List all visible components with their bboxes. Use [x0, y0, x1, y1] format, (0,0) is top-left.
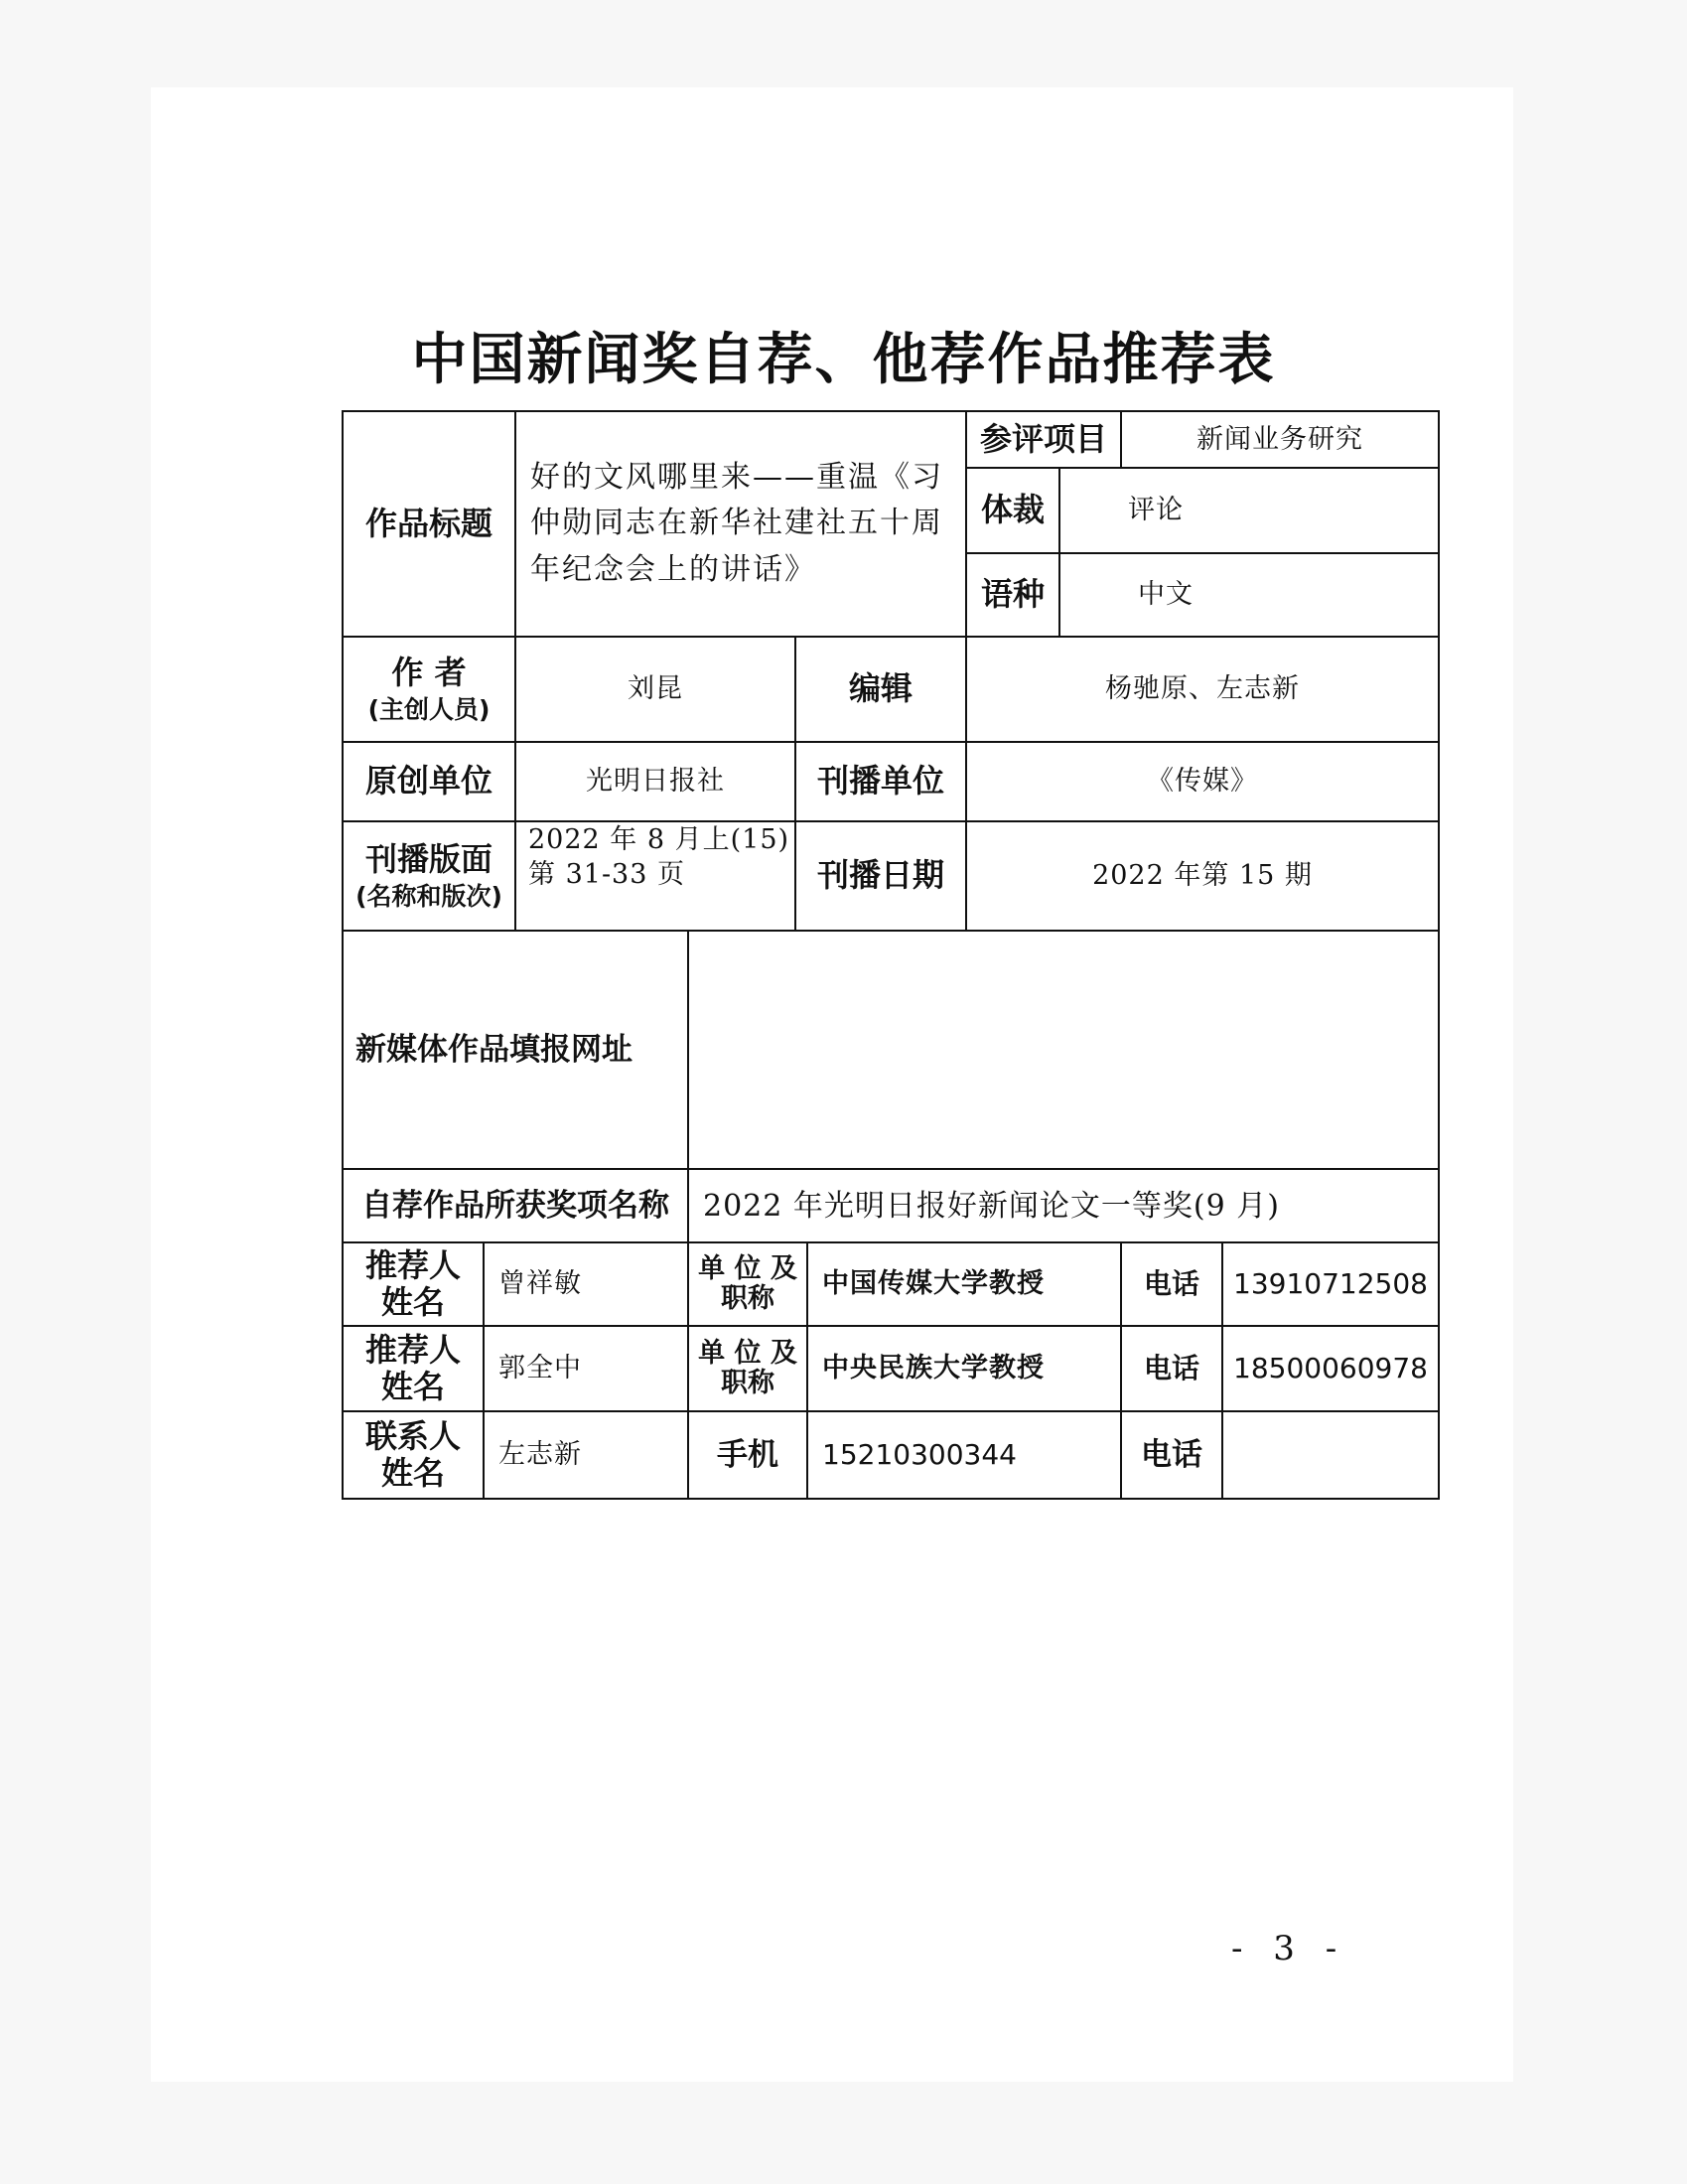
recommender-1-unit-label-line1: 单 位 及: [698, 1253, 797, 1285]
publish-page-label: [344, 822, 514, 930]
author-value: 刘昆: [628, 673, 683, 705]
new-media-url-value: [689, 932, 1438, 1168]
review-item-label: 参评项目: [979, 419, 1107, 458]
editor-value: 杨驰原、左志新: [1105, 673, 1300, 705]
form-title: 中国新闻奖自荐、他荐作品推荐表: [411, 328, 1276, 392]
publish-date-label: 刊播日期: [816, 856, 944, 895]
contact-phone-label: 电话: [1141, 1436, 1202, 1473]
contact-label-line1: 联系人: [364, 1417, 461, 1456]
original-unit-value: 光明日报社: [586, 766, 725, 798]
publish-page-label-line1: 刊播版面: [364, 839, 492, 878]
publish-date-value: 2022 年第 15 期: [1092, 860, 1313, 892]
awards-label: 自荐作品所获奖项名称: [361, 1187, 669, 1224]
awards-value: 2022 年光明日报好新闻论文一等奖(9 月): [703, 1188, 1280, 1224]
recommender-1-unit-label: [689, 1243, 806, 1325]
recommender-1-phone-label: 电话: [1143, 1266, 1199, 1300]
recommender-1-unit: 中国传媒大学教授: [822, 1268, 1045, 1300]
author-label-line2: (主创人员): [367, 694, 491, 724]
recommender-2-phone-label: 电话: [1143, 1351, 1199, 1384]
contact-label: [344, 1412, 483, 1498]
review-item-value: 新闻业务研究: [1196, 423, 1363, 455]
recommender-2-name: 郭全中: [498, 1353, 582, 1384]
recommender-1-phone: 13910712508: [1233, 1266, 1428, 1300]
publish-unit-value: 《传媒》: [1147, 766, 1258, 798]
recommender-1-label-line1: 推荐人: [364, 1246, 461, 1285]
recommender-2-unit-label-line1: 单 位 及: [698, 1338, 797, 1370]
recommender-1-unit-label-line2: 职称: [721, 1283, 774, 1314]
publish-unit-label: 刊播单位: [816, 762, 944, 801]
author-label: [344, 638, 514, 741]
contact-mobile: 15210300344: [822, 1437, 1017, 1471]
publish-page-label-line2: (名称和版次): [355, 881, 502, 911]
recommender-1-label-line2: 姓名: [380, 1283, 445, 1321]
recommender-2-phone: 18500060978: [1233, 1351, 1428, 1384]
recommender-2-unit-label-line2: 职称: [721, 1368, 774, 1398]
genre-label: 体裁: [980, 491, 1045, 529]
recommender-2-unit-label: [689, 1327, 806, 1410]
publish-page-value-line1: 2022 年 8 月上(15): [528, 824, 790, 855]
new-media-url-label: 新媒体作品填报网址: [355, 1031, 633, 1068]
recommender-1-label: [344, 1243, 483, 1325]
editor-label: 编辑: [848, 669, 913, 708]
contact-label-line2: 姓名: [380, 1454, 445, 1492]
contact-mobile-label: 手机: [717, 1436, 778, 1473]
author-label-line1: 作 者: [391, 653, 467, 691]
contact-name: 左志新: [498, 1439, 582, 1471]
language-label: 语种: [980, 575, 1045, 614]
recommender-1-name: 曾祥敏: [498, 1268, 582, 1300]
genre-value: 评论: [1128, 495, 1184, 526]
language-value: 中文: [1138, 579, 1194, 611]
work-title-label: 作品标题: [364, 504, 492, 542]
work-title-value: 好的文风哪里来——重温《习仲勋同志在新华社建社五十周年纪念会上的讲话》: [530, 459, 943, 587]
original-unit-label: 原创单位: [364, 762, 492, 801]
publish-page-value: [516, 822, 794, 930]
recommender-2-unit: 中央民族大学教授: [822, 1353, 1045, 1384]
recommender-2-label-line2: 姓名: [380, 1368, 445, 1405]
contact-phone: [1223, 1412, 1438, 1498]
recommender-2-label: [344, 1327, 483, 1410]
publish-page-value-line2: 第 31-33 页: [528, 859, 686, 891]
recommender-2-label-line1: 推荐人: [364, 1331, 461, 1370]
page-number: - 3 -: [1231, 1929, 1347, 1968]
